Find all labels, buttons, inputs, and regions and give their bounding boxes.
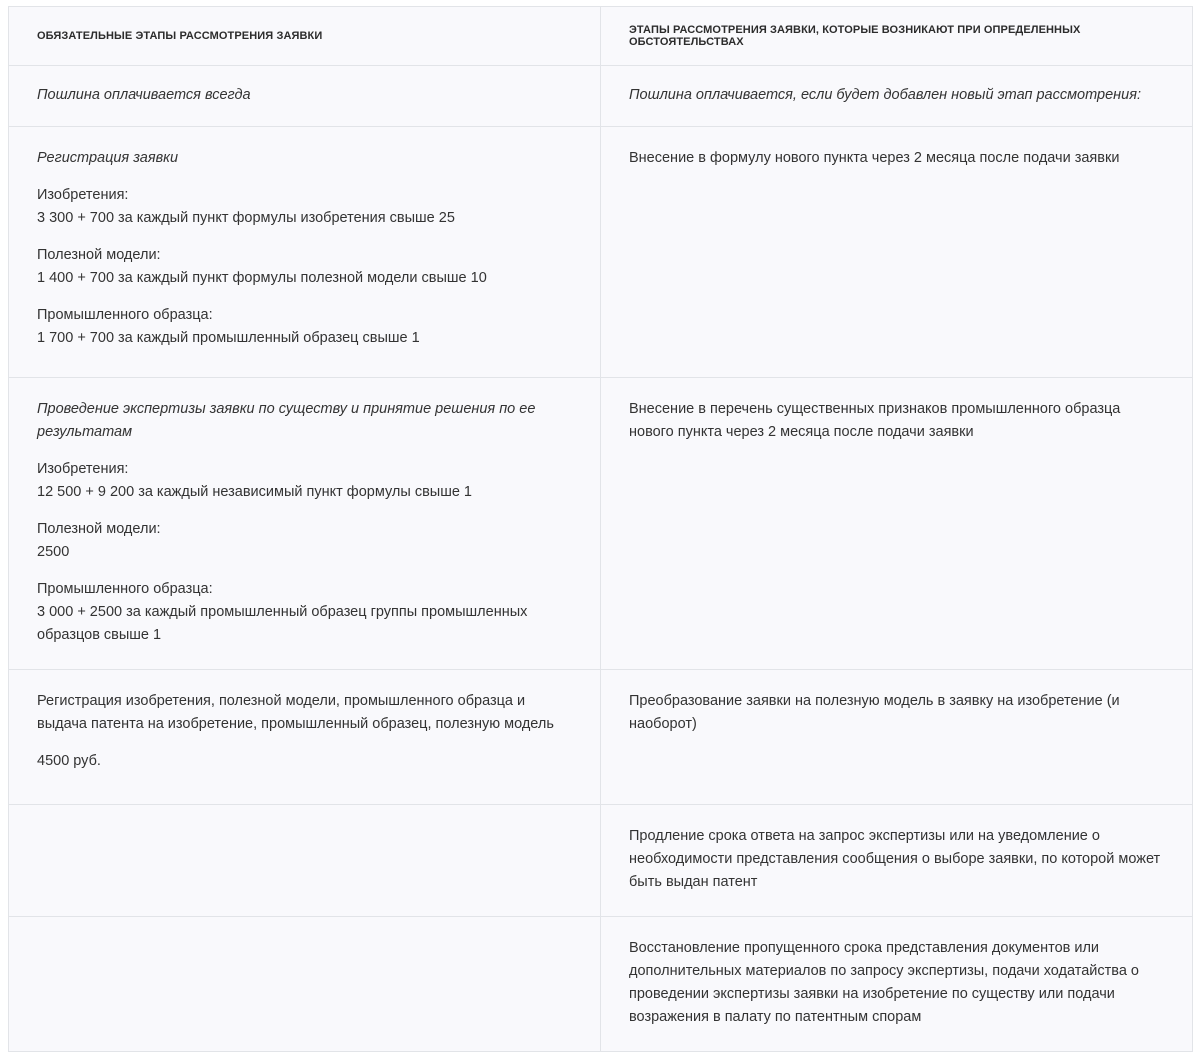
cell-conditional [601,378,1193,670]
conditional-stage-text: Преобразование заявки на полезную модель в заявку на изобретение (и наоборот) [629,693,1120,732]
cell-mandatory [9,66,601,127]
conditional-stage-text: Внесение в перечень существенных признаков промышленного образца нового пункта через 2 месяца после подачи заявки [629,401,1121,440]
fee-value: 3 300 + 700 за каждый пункт формулы изобретения свыше 25 [37,210,455,226]
stage-title: Регистрация заявки [37,150,179,166]
patent-fees-table [8,6,1193,1052]
cell-conditional [601,66,1193,127]
table-row [9,66,1193,127]
cell-mandatory [9,378,601,670]
fee-conditional-note: Пошлина оплачивается, если будет добавлен новый этап рассмотрения: [629,87,1141,103]
table-header-row [9,7,1193,66]
fee-value: 1 400 + 700 за каждый пункт формулы полезной модели свыше 10 [37,270,487,286]
cell-conditional [601,127,1193,378]
table-row [9,378,1193,670]
fee-item [37,184,574,230]
fee-item [37,244,574,290]
fee-item [37,518,574,564]
cell-mandatory-empty [9,805,601,917]
table-row [9,805,1193,917]
fee-value: 3 000 + 2500 за каждый промышленный образец группы промышленных образцов свыше 1 [37,604,528,643]
fee-label: Промышленного образца: [37,581,213,597]
fee-item [37,304,574,350]
fee-item [37,458,574,504]
fee-value: 12 500 + 9 200 за каждый независимый пункт формулы свыше 1 [37,484,472,500]
fee-label: Полезной модели: [37,247,161,263]
fee-label: Изобретения: [37,187,129,203]
conditional-stage-text: Продление срока ответа на запрос экспертизы или на уведомление о необходимости представления сообщения о выборе заявки, по которой может быть выдан патент [629,828,1161,890]
cell-mandatory-empty [9,917,601,1052]
fee-label: Полезной модели: [37,521,161,537]
cell-mandatory [9,670,601,805]
fee-label: Изобретения: [37,461,129,477]
stage-title: Проведение экспертизы заявки по существу и принятие решения по ее результатам [37,401,536,440]
fee-value: 4500 руб. [37,753,101,769]
fee-value: 2500 [37,544,70,560]
header-conditional-stages: ЭТАПЫ РАССМОТРЕНИЯ ЗАЯВКИ, КОТОРЫЕ ВОЗНИКАЮТ ПРИ ОПРЕДЕЛЕННЫХ ОБСТОЯТЕЛЬСТВАХ [601,7,1193,66]
fee-always-note: Пошлина оплачивается всегда [37,87,251,103]
fee-item [37,578,574,647]
cell-conditional [601,670,1193,805]
conditional-stage-text: Внесение в формулу нового пункта через 2 месяца после подачи заявки [629,150,1120,166]
fee-label: Промышленного образца: [37,307,213,323]
cell-mandatory [9,127,601,378]
header-mandatory-stages: ОБЯЗАТЕЛЬНЫЕ ЭТАПЫ РАССМОТРЕНИЯ ЗАЯВКИ [9,7,601,66]
cell-conditional [601,917,1193,1052]
cell-conditional [601,805,1193,917]
table-row [9,917,1193,1052]
fee-value: 1 700 + 700 за каждый промышленный образец свыше 1 [37,330,420,346]
conditional-stage-text: Восстановление пропущенного срока представления документов или дополнительных материалов по запросу экспертизы, подачи ходатайства о проведении экспертизы заявки на изобретение по существу или подачи возражения в палату по патентным спорам [629,940,1139,1025]
stage-title: Регистрация изобретения, полезной модели, промышленного образца и выдача патента на изобретение, промышленный образец, полезную модель [37,693,554,732]
table-row [9,127,1193,378]
table-row [9,670,1193,805]
